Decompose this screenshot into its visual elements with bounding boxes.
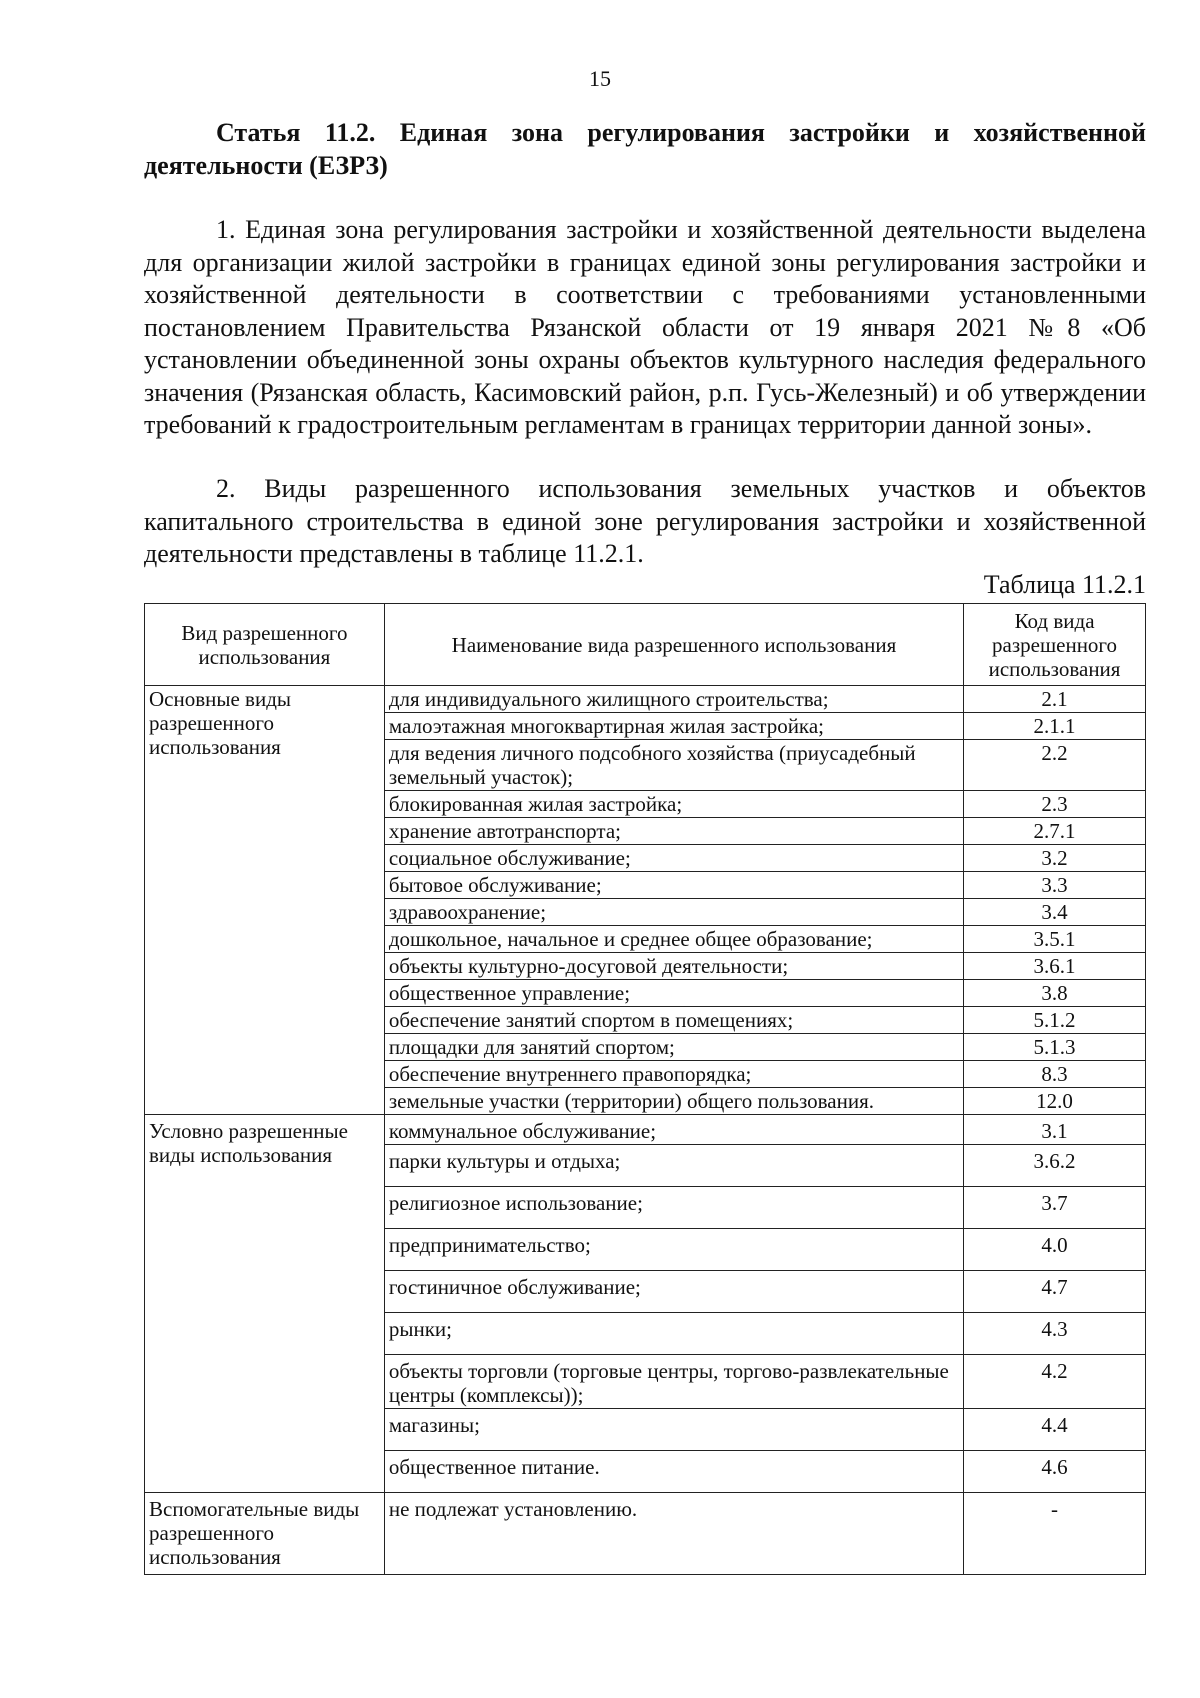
use-name: общественное управление; (384, 980, 963, 1007)
use-code: 4.3 (964, 1313, 1146, 1355)
use-name: не подлежат установлению. (384, 1493, 963, 1575)
table-row (145, 686, 1146, 713)
use-code: 5.1.2 (964, 1007, 1146, 1034)
use-name: дошкольное, начальное и среднее общее образование; (384, 926, 963, 953)
use-name: коммунальное обслуживание; (384, 1115, 963, 1145)
article-heading: Статья 11.2. Единая зона регулирования застройки и хозяйственной деятельности (ЕЗРЗ) (144, 118, 1146, 180)
use-code: 3.1 (964, 1115, 1146, 1145)
use-name: религиозное использование; (384, 1187, 963, 1229)
use-name: бытовое обслуживание; (384, 872, 963, 899)
table-row (145, 1493, 1146, 1575)
paragraph-1: 1. Единая зона регулирования застройки и хозяйственной деятельности выделена для организации жилой застройки в границах единой зоны регулирования застройки и хозяйственной деятельности в соответствии с требованиями установленными постановлением Правительства Рязанской области от 19 января 2021 №8 «Об установлении объединенной зоны охраны объектов культурного наследия федерального значения (Рязанская область, Касимовский район, р.п. Гусь-Железный) и об утверждении требований к градостроительным регламентам в границах территории данной зоны». (144, 215, 1146, 439)
group-label-auxiliary: Вспомогательные виды разрешенного использования (145, 1493, 385, 1575)
use-name: блокированная жилая застройка; (384, 791, 963, 818)
use-code: 12.0 (964, 1088, 1146, 1115)
use-code: 3.5.1 (964, 926, 1146, 953)
use-code: 3.2 (964, 845, 1146, 872)
use-code: 3.6.1 (964, 953, 1146, 980)
use-name: объекты культурно-досуговой деятельности; (384, 953, 963, 980)
use-code: 4.4 (964, 1409, 1146, 1451)
use-code: 8.3 (964, 1061, 1146, 1088)
group-label-main: Основные виды разрешенного использования (145, 686, 385, 1115)
use-code: 2.1 (964, 686, 1146, 713)
use-code: 4.0 (964, 1229, 1146, 1271)
use-code: 2.3 (964, 791, 1146, 818)
use-name: здравоохранение; (384, 899, 963, 926)
use-code: 3.8 (964, 980, 1146, 1007)
use-name: парки культуры и отдыха; (384, 1145, 963, 1187)
use-name: предпринимательство; (384, 1229, 963, 1271)
use-code: - (964, 1493, 1146, 1575)
use-name: для индивидуального жилищного строительства; (384, 686, 963, 713)
group-label-conditional: Условно разрешенные виды использования (145, 1115, 385, 1493)
page-number: 15 (589, 66, 611, 91)
use-code: 4.7 (964, 1271, 1146, 1313)
use-code: 2.1.1 (964, 713, 1146, 740)
use-name: для ведения личного подсобного хозяйства (приусадебный земельный участок); (384, 740, 963, 791)
use-code: 5.1.3 (964, 1034, 1146, 1061)
use-name: гостиничное обслуживание; (384, 1271, 963, 1313)
table-row (145, 1115, 1146, 1145)
use-code: 2.7.1 (964, 818, 1146, 845)
paragraph-2: 2. Виды разрешенного использования земельных участков и объектов капитального строительства в единой зоне регулирования застройки и хозяйственной деятельности представлены в таблице 11.2.1. (144, 474, 1146, 568)
use-code: 3.4 (964, 899, 1146, 926)
use-name: хранение автотранспорта; (384, 818, 963, 845)
use-code: 2.2 (964, 740, 1146, 791)
use-name: обеспечение внутреннего правопорядка; (384, 1061, 963, 1088)
use-code: 4.2 (964, 1355, 1146, 1409)
use-name: общественное питание. (384, 1451, 963, 1493)
header-use-code: Код вида разрешенного использования (964, 604, 1146, 686)
use-code: 3.3 (964, 872, 1146, 899)
table-caption: Таблица 11.2.1 (983, 570, 1146, 599)
use-name: магазины; (384, 1409, 963, 1451)
use-code: 4.6 (964, 1451, 1146, 1493)
use-name: малоэтажная многоквартирная жилая застройка; (384, 713, 963, 740)
use-name: рынки; (384, 1313, 963, 1355)
use-name: площадки для занятий спортом; (384, 1034, 963, 1061)
use-name: земельные участки (территории) общего пользования. (384, 1088, 963, 1115)
permitted-use-table (144, 603, 1146, 1575)
use-code: 3.6.2 (964, 1145, 1146, 1187)
use-code: 3.7 (964, 1187, 1146, 1229)
use-name: обеспечение занятий спортом в помещениях; (384, 1007, 963, 1034)
header-use-name: Наименование вида разрешенного использования (384, 604, 963, 686)
use-name: социальное обслуживание; (384, 845, 963, 872)
use-name: объекты торговли (торговые центры, торгово-развлекательные центры (комплексы)); (384, 1355, 963, 1409)
header-use-type: Вид разрешенного использования (145, 604, 385, 686)
table-header-row (145, 604, 1146, 686)
